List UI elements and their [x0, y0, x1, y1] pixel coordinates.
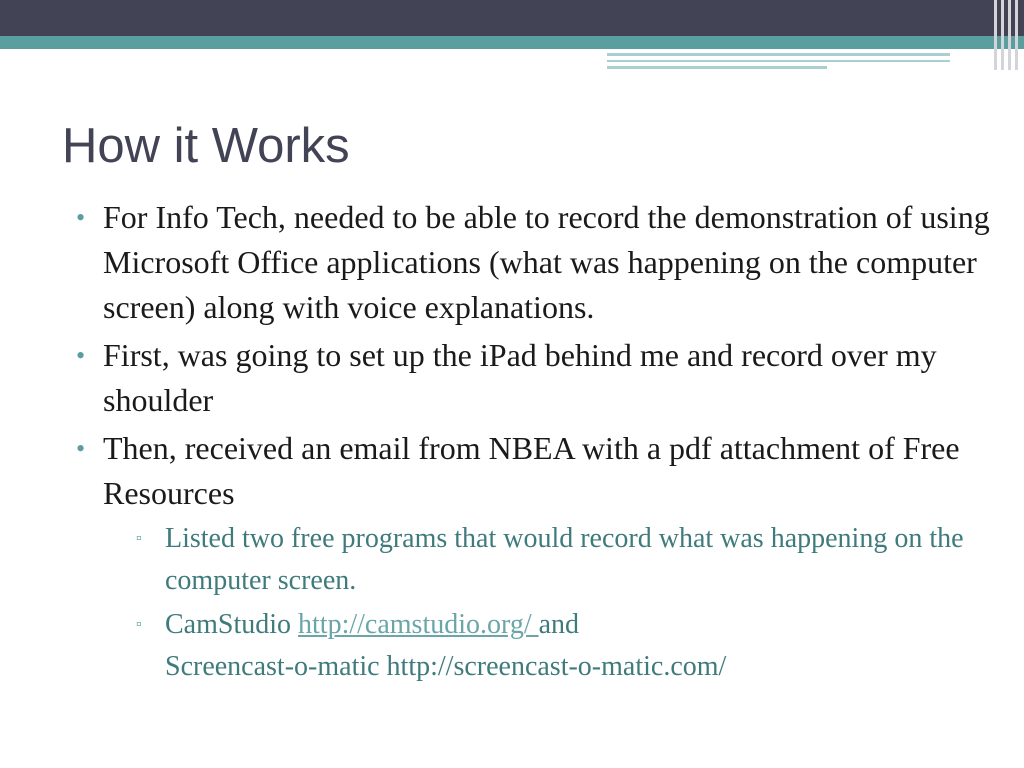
sub-bullet-item — [136, 604, 994, 688]
square-bullet-icon: ▫ — [136, 616, 142, 633]
sub-bullet-list — [103, 518, 994, 688]
bullet-text: First, was going to set up the iPad behind me and record over my shoulder — [103, 337, 937, 418]
sub-bullet-suffix: and — [538, 609, 580, 640]
sub-bullet-line2: Screencast-o-matic http://screencast-o-matic.com/ — [165, 651, 727, 682]
bullet-text: Then, received an email from NBEA with a pdf attachment of Free Resources — [103, 430, 960, 511]
bullet-dot-icon: • — [76, 203, 86, 232]
bullet-item — [74, 426, 994, 688]
sub-bullet-item — [136, 518, 994, 602]
header-accent-band — [0, 36, 1024, 49]
header-accent-line — [607, 66, 827, 69]
slide-body — [74, 195, 994, 691]
header-bar — [0, 0, 1024, 36]
bullet-text: For Info Tech, needed to be able to record the demonstration of using Microsoft Office applications (what was happening on the computer screen) along with voice explanations. — [103, 199, 990, 325]
bullet-item — [74, 195, 994, 330]
bullet-item — [74, 333, 994, 423]
bullet-dot-icon: • — [76, 341, 86, 370]
bullet-list — [74, 195, 994, 688]
sub-bullet-prefix: CamStudio — [165, 609, 299, 640]
square-bullet-icon: ▫ — [136, 530, 142, 547]
slide-title: How it Works — [62, 119, 350, 173]
sub-bullet-text: Listed two free programs that would record what was happening on the computer screen. — [165, 523, 964, 596]
bullet-dot-icon: • — [76, 434, 86, 463]
header-accent-line — [607, 53, 950, 56]
header-stripes-decoration — [990, 0, 1024, 70]
camstudio-link[interactable]: http://camstudio.org/ — [298, 609, 539, 640]
header-accent-line — [607, 60, 950, 62]
